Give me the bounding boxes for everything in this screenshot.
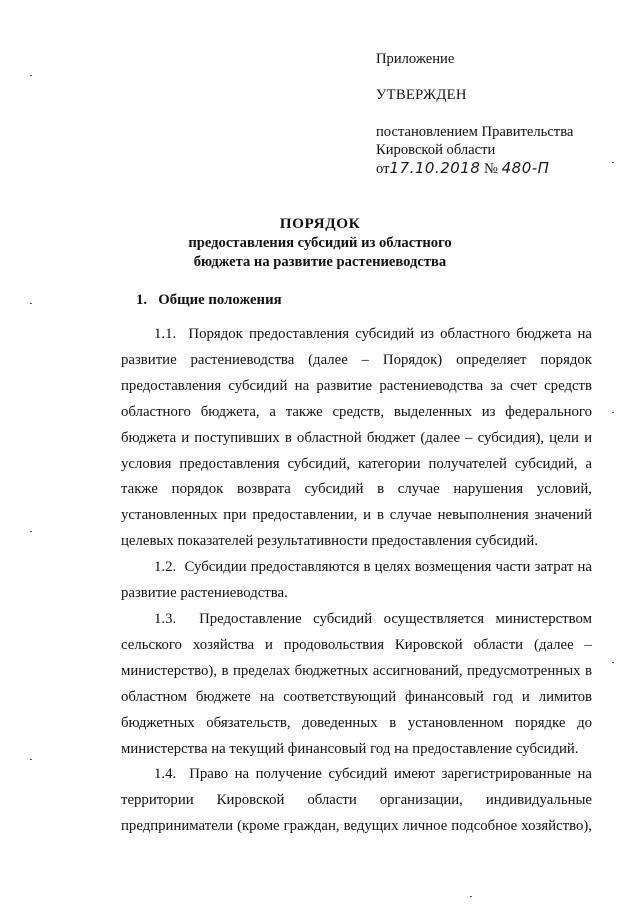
document-title (0, 214, 640, 272)
scan-speck (30, 531, 32, 532)
scan-speck (612, 662, 614, 663)
scan-speck (30, 303, 32, 304)
resolution-date-line (376, 159, 616, 178)
title-main: ПОРЯДОК (279, 215, 361, 232)
handwritten-date: 17.10.2018 (389, 159, 481, 177)
title-line-2: бюджета на развитие растениеводства (193, 254, 447, 270)
scan-speck (612, 412, 614, 413)
scan-speck (470, 896, 472, 897)
scan-speck (30, 75, 32, 76)
body-text (121, 322, 592, 840)
paragraph-1-4: 1.4. Право на получение субсидий имеют зарегистрированные на территории Кировской области организации, индивидуальные предприниматели (кроме граждан, ведущих личное подсобное хозяйство), (121, 766, 592, 835)
section-heading: 1. Общие положения (136, 292, 282, 308)
resolution-line-2: Кировской области (376, 142, 496, 158)
paragraph-1-2: 1.2. Субсидии предоставляются в целях возмещения части затрат на развитие растениеводства. (121, 559, 592, 602)
approval-stamp-block (376, 50, 616, 178)
scan-speck (612, 162, 614, 163)
date-prefix: от (376, 161, 390, 177)
title-line-1: предоставления субсидий из областного (188, 235, 452, 251)
approved-label: УТВЕРЖДЕН (376, 87, 467, 103)
paragraph-1-3: 1.3. Предоставление субсидий осуществляется министерством сельского хозяйства и продовольствия Кировской области (далее – министерство), в пределах бюджетных ассигнований, предусмотренных в областном бюджете на соответствующий финансовый год и лимитов бюджетных обязательств, доведенных в установленном порядке до министерства на текущий финансовый год на предоставление субсидий. (121, 610, 592, 757)
appendix-label: Приложение (376, 51, 455, 67)
resolution-line-1: постановлением Правительства (376, 124, 574, 140)
handwritten-number: 480-П (501, 159, 550, 177)
scan-speck (30, 759, 32, 760)
number-sign: № (484, 161, 498, 177)
paragraph-1-1: 1.1. Порядок предоставления субсидий из областного бюджета на развитие растениеводства (далее – Порядок) определяет порядок предоставления субсидий на развитие растениеводства за счет средств областного бюджета, а также средств, выделенных из федерального бюджета и поступивших в областной бюджет (далее – субсидия), цели и условия предоставления субсидий, категории получателей субсидий, а также порядок возврата субсидий в случае нарушения условий, установленных при предоставлении, и в случае невыполнения значений целевых показателей результативности предоставления субсидий. (121, 326, 592, 550)
